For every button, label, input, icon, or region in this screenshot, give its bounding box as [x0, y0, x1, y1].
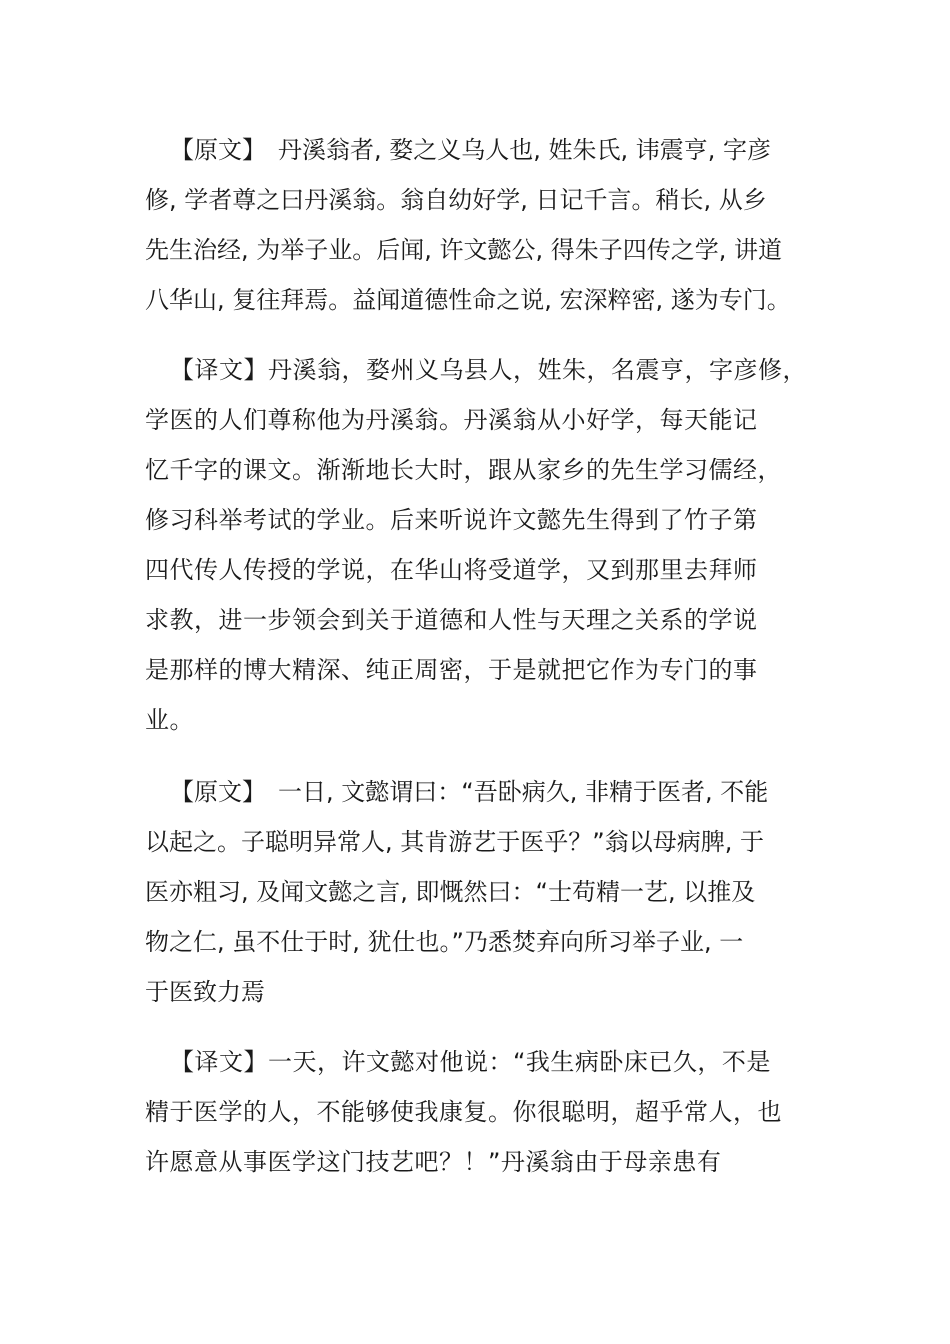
text-line: 【译文】丹溪翁，婺州义乌县人，姓朱，名震亨，字彦修， [170, 356, 807, 384]
original-text-paragraph-2 [145, 767, 815, 1017]
text-line: 以起之。子聪明异常人, 其肯游艺于医乎？”翁以母病脾, 于 [145, 828, 764, 856]
translation-paragraph-1 [145, 345, 815, 745]
translation-paragraph-2 [145, 1037, 815, 1187]
text-line: 【原文】 一日, 文懿谓曰：“吾卧病久, 非精于医者, 不能 [170, 778, 769, 806]
text-line: 求教，进一步领会到关于道德和人性与天理之关系的学说 [145, 606, 758, 634]
text-line: 精于医学的人，不能够使我康复。你很聪明，超乎常人，也 [145, 1098, 782, 1126]
text-line: 学医的人们尊称他为丹溪翁。丹溪翁从小好学，每天能记 [145, 406, 758, 434]
text-line: 八华山, 复往拜焉。益闻道德性命之说, 宏深粹密, 遂为专门。 [145, 286, 791, 314]
text-line: 四代传人传授的学说，在华山将受道学，又到那里去拜师 [145, 556, 758, 584]
text-line: 是那样的博大精深、纯正周密，于是就把它作为专门的事 [145, 656, 758, 684]
text-line: 【原文】 丹溪翁者, 婺之义乌人也, 姓朱氏, 讳震亨, 字彦 [170, 136, 772, 164]
text-line: 物之仁, 虽不仕于时, 犹仕也。”乃悉焚弃向所习举子业, 一 [145, 928, 744, 956]
text-line: 先生治经, 为举子业。后闻, 许文懿公, 得朱子四传之学, 讲道 [145, 236, 783, 264]
original-text-paragraph-1 [145, 125, 815, 325]
text-line: 许愿意从事医学这门技艺吧？！”丹溪翁由于母亲患有 [145, 1148, 722, 1176]
text-line: 修, 学者尊之曰丹溪翁。翁自幼好学, 日记千言。稍长, 从乡 [145, 186, 767, 214]
text-line: 忆千字的课文。渐渐地长大时，跟从家乡的先生学习儒经， [145, 456, 782, 484]
text-line: 【译文】一天，许文懿对他说：“我生病卧床已久，不是 [170, 1048, 771, 1076]
text-line: 医亦粗习, 及闻文懿之言, 即慨然曰：“士苟精一艺, 以推及 [145, 878, 756, 906]
text-line: 修习科举考试的学业。后来听说许文懿先生得到了竹子第 [145, 506, 758, 534]
text-line: 业。 [145, 706, 194, 734]
text-line: 于医致力焉 [145, 978, 265, 1006]
